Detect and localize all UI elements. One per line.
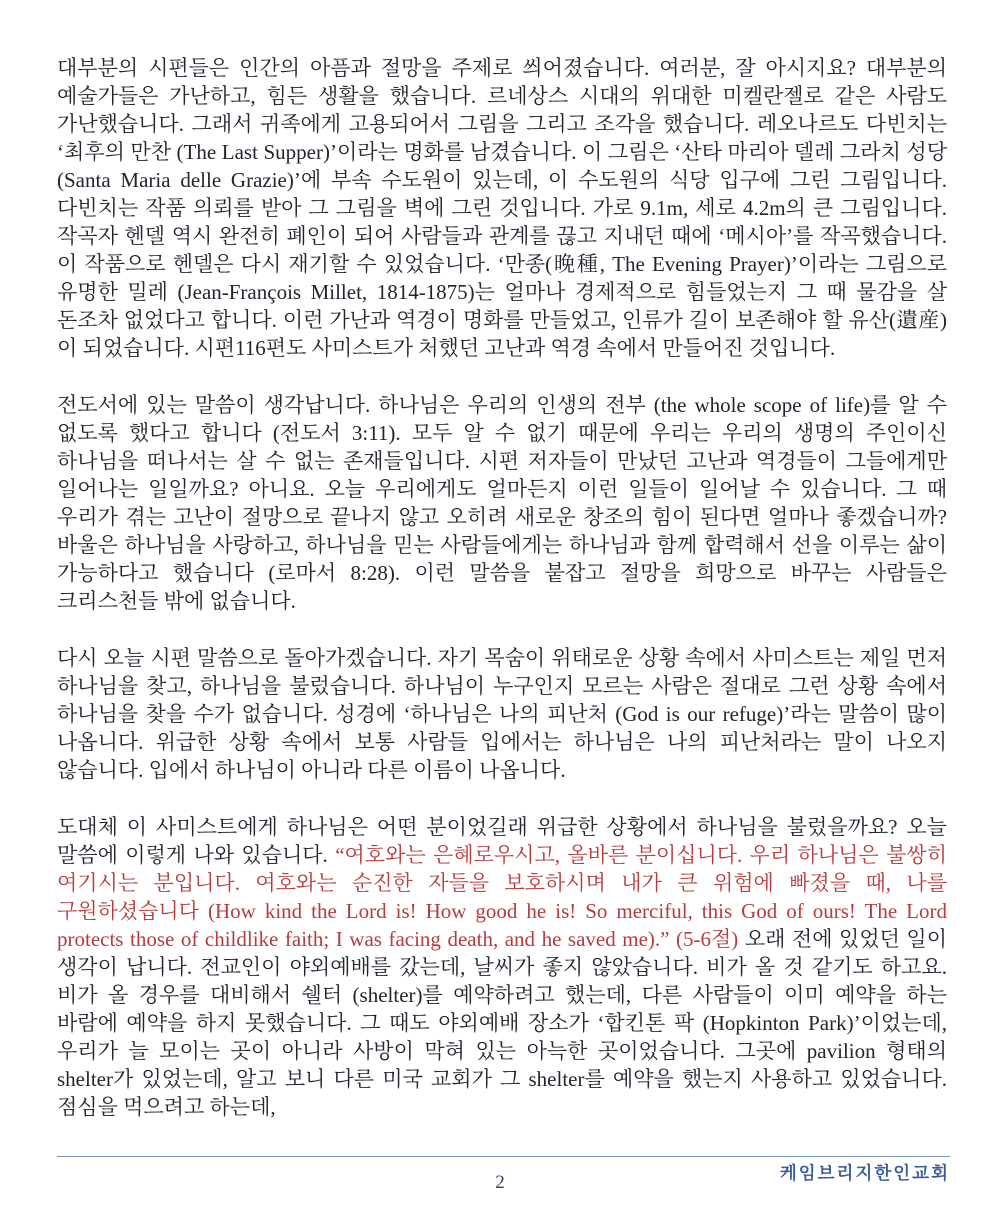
text-segment: 도대체 이 사미스트에게 하나님은 어떤 분이었길래 위급한 상황에서 하나님을 불렀을까요? 오늘 말씀에 이렇게 나와 있습니다. [57, 815, 947, 867]
text-segment: 전도서에 있는 말씀이 생각납니다. 하나님은 우리의 인생의 전부 (the whole scope of life)를 알 수 없도록 했다고 합니다 (전도서 3:11). 모두 알 수 없기 때문에 우리는 우리의 생명의 주인이신 하나님을 떠나서는 살 수 없는 존재들입니다. 시편 저자들이 만났던 고난과 역경들이 그들에게만 일어나는 일일까요? 아니요. 오늘 우리에게도 얼마든지 이런 일들이 일어날 수 있습니다. 그 때 우리가 겪는 고난이 절망으로 끝나지 않고 오히려 새로운 창조의 힘이 된다면 얼마나 좋겠습니까? 바울은 하나님을 사랑하고, 하나님을 믿는 사람들에게는 하나님과 함께 합력해서 선을 이루는 삶이 가능하다고 했습니다 (로마서 8:28). 이런 말씀을 붙잡고 절망을 희망으로 바꾸는 사람들은 크리스천들 밖에 없습니다. [57, 393, 947, 613]
paragraph [57, 391, 947, 615]
paragraph [57, 644, 947, 784]
church-name: 케임브리지한인교회 [779, 1163, 950, 1183]
paragraph [57, 813, 947, 1121]
body-paragraphs [57, 54, 947, 1121]
scripture-quote: “여호와는 은혜로우시고, 올바른 분이십니다. 우리 하나님은 불쌍히 여기시는 분입니다. 여호와는 순진한 자들을 보호하시며 내가 큰 위험에 빠졌을 때, 나를 구원하셨습니다 (How kind the Lord is! How good he is! So merciful, this God of ours! The Lord protects those of childlike faith; I was facing death, and he saved me).” (5-6절) [57, 843, 947, 951]
footer-divider [57, 1156, 950, 1157]
text-segment: 대부분의 시편들은 인간의 아픔과 절망을 주제로 씌어졌습니다. 여러분, 잘 아시지요? 대부분의 예술가들은 가난하고, 힘든 생활을 했습니다. 르네상스 시대의 위대한 미켈란젤로 같은 사람도 가난했습니다. 그래서 귀족에게 고용되어서 그림을 그리고 조각을 했습니다. 레오나르도 다빈치는 ‘최후의 만찬 (The Last Supper)’이라는 명화를 남겼습니다. 이 그림은 ‘산타 마리아 델레 그라치 성당 (Santa Maria delle Grazie)’에 부속 수도원이 있는데, 이 수도원의 식당 입구에 그린 그림입니다. 다빈치는 작품 의뢰를 받아 그 그림을 벽에 그린 것입니다. 가로 9.1m, 세로 4.2m의 큰 그림입니다. 작곡자 헨델 역시 완전히 폐인이 되어 사람들과 관계를 끊고 지내던 때에 ‘메시아’를 작곡했습니다. 이 작품으로 헨델은 다시 재기할 수 있었습니다. ‘만종(晚種, The Evening Prayer)’이라는 그림으로 유명한 밀레 (Jean-François Millet, 1814-1875)는 얼마나 경제적으로 힘들었는지 그 때 물감을 살 돈조차 없었다고 합니다. 이런 가난과 역경이 명화를 만들었고, 인류가 길이 보존해야 할 유산(遺産)이 되었습니다. 시편116편도 사미스트가 처했던 고난과 역경 속에서 만들어진 것입니다. [57, 56, 947, 360]
text-segment: 오래 전에 있었던 일이 생각이 납니다. 전교인이 야외예배를 갔는데, 날씨가 좋지 않았습니다. 비가 올 것 같기도 하고요. 비가 올 경우를 대비해서 쉘터 (shelter)를 예약하려고 했는데, 다른 사람들이 이미 예약을 하는 바람에 예약을 하지 못했습니다. 그 때도 야외예배 장소가 ‘합킨톤 팍 (Hopkinton Park)’이었는데, 우리가 늘 모이는 곳이 아니라 사방이 막혀 있는 아늑한 곳이었습니다. 그곳에 pavilion 형태의 shelter가 있었는데, 알고 보니 다른 미국 교회가 그 shelter를 예약을 했는지 사용하고 있었습니다. 점심을 먹으려고 하는데, [57, 927, 947, 1119]
paragraph [57, 54, 947, 362]
page-number: 2 [495, 1172, 505, 1193]
text-segment: 다시 오늘 시편 말씀으로 돌아가겠습니다. 자기 목숨이 위태로운 상황 속에서 사미스트는 제일 먼저 하나님을 찾고, 하나님을 불렀습니다. 하나님이 누구인지 모르는 사람은 절대로 그런 상황 속에서 하나님을 찾을 수가 없습니다. 성경에 ‘하나님은 나의 피난처 (God is our refuge)’라는 말씀이 많이 나옵니다. 위급한 상황 속에서 보통 사람들 입에서는 하나님은 나의 피난처라는 말이 나오지 않습니다. 입에서 하나님이 아니라 다른 이름이 나옵니다. [57, 646, 947, 782]
